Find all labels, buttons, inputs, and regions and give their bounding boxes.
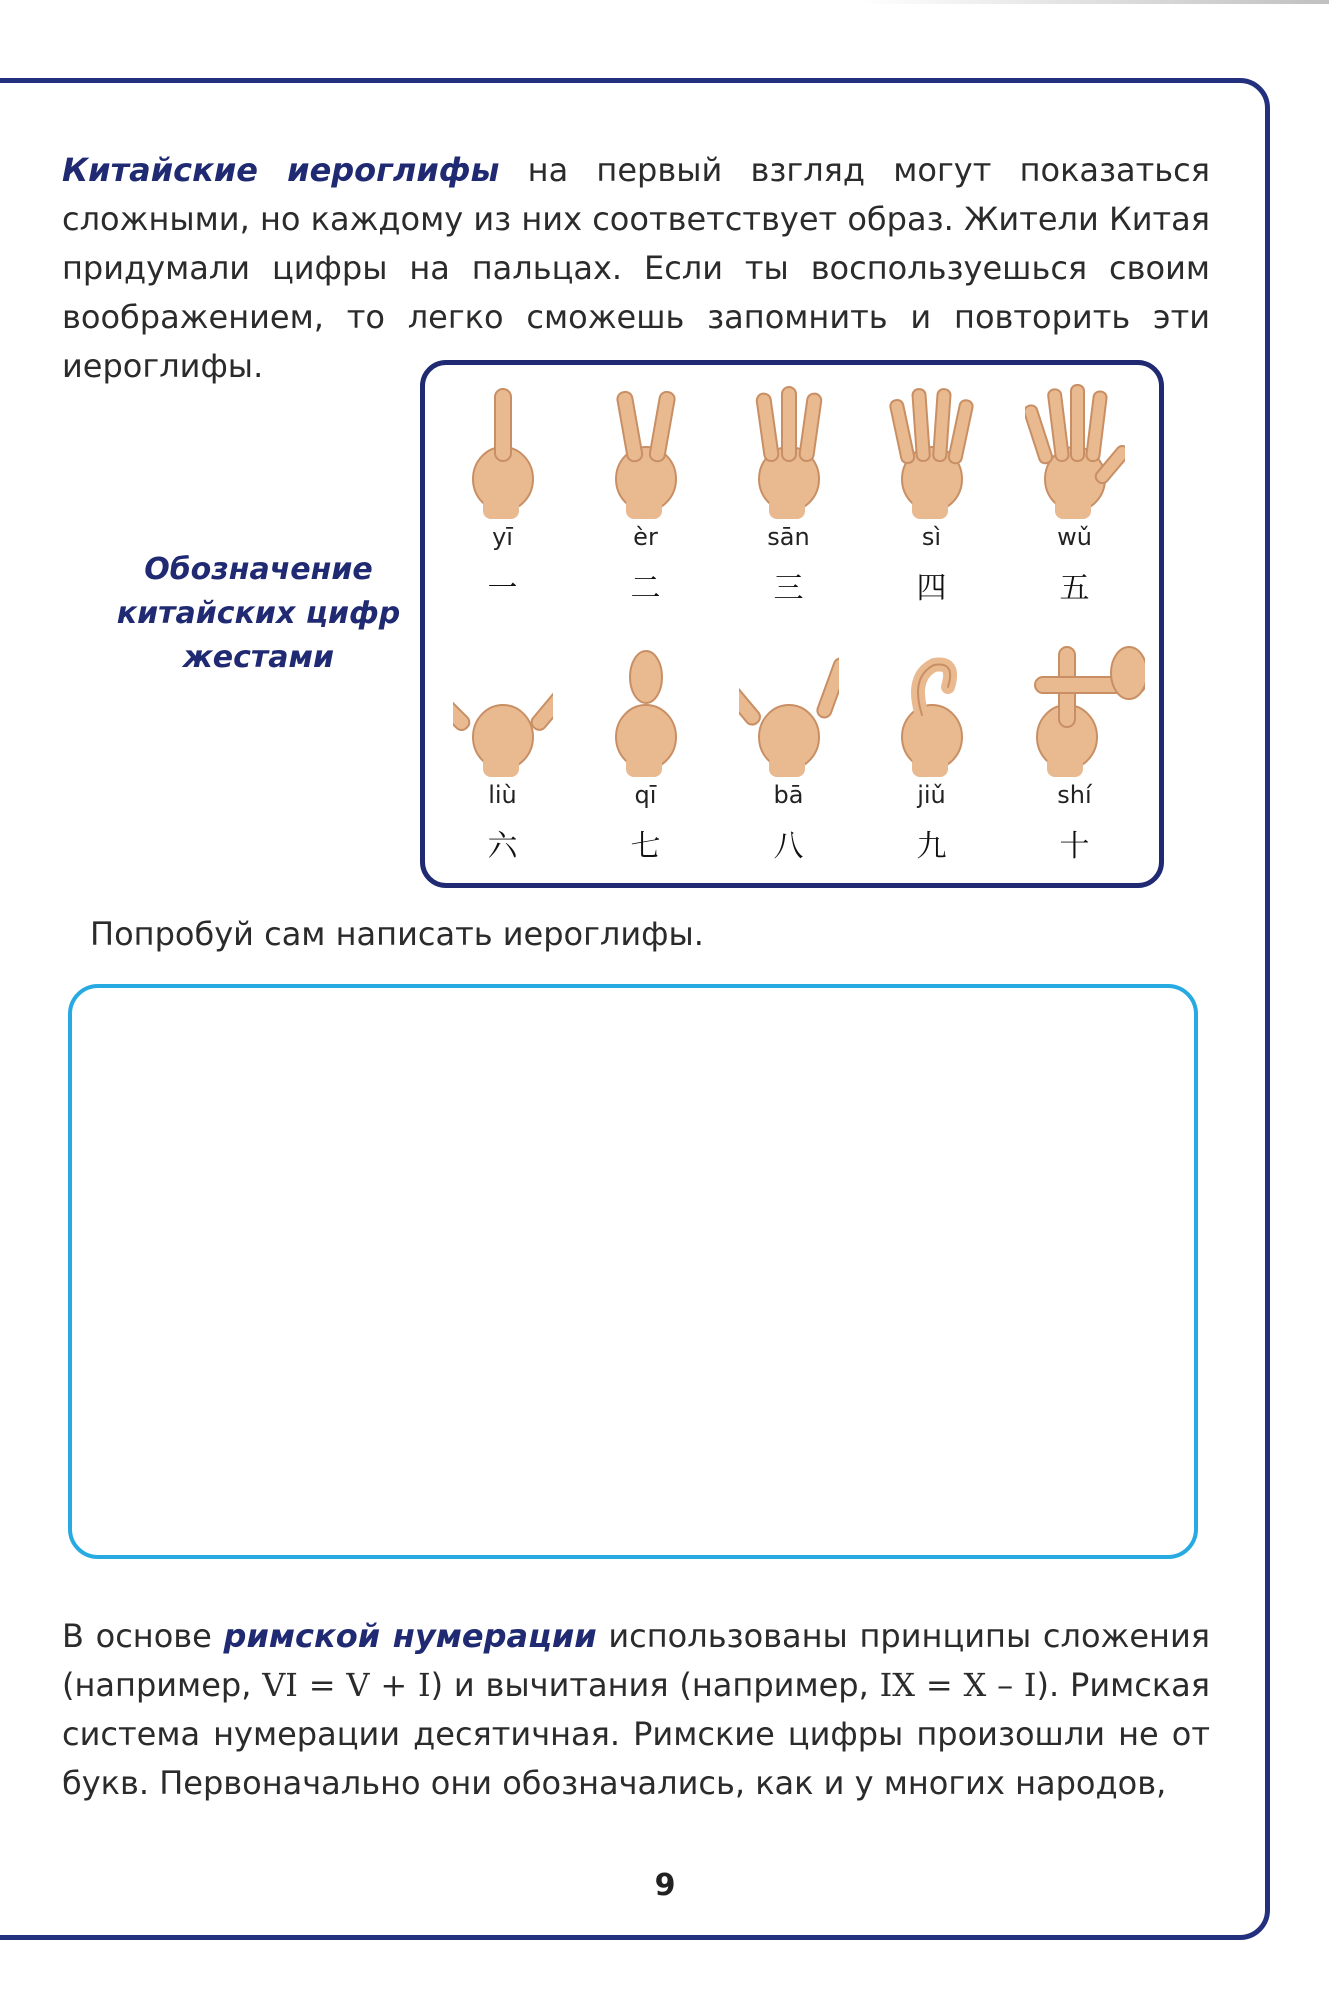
- gesture-cell: [717, 379, 860, 619]
- hanzi-label: 二: [630, 571, 661, 606]
- roman-text-middle-2: ) и вычитания (например,: [430, 1666, 880, 1704]
- gesture-panel: [420, 360, 1164, 888]
- hand-two-icon: [596, 379, 696, 519]
- hand-ten-icon: [1025, 637, 1145, 777]
- gesture-cell: [1003, 379, 1146, 619]
- caption-line-1: Обозначение: [144, 552, 373, 587]
- intro-paragraph: [62, 146, 1210, 391]
- hanzi-label: 三: [773, 571, 804, 606]
- pinyin-label: qī: [634, 781, 657, 809]
- pinyin-label: sì: [921, 523, 942, 551]
- hand-three-icon: [739, 379, 839, 519]
- gesture-cell: [1003, 637, 1146, 877]
- hand-one-icon: [453, 379, 553, 519]
- roman-emphasis: римской нумерации: [223, 1617, 597, 1655]
- pinyin-label: sān: [767, 523, 810, 551]
- writing-area[interactable]: [68, 984, 1198, 1559]
- gesture-cell: [717, 637, 860, 877]
- pinyin-label: liù: [488, 781, 517, 809]
- intro-text: на первый взгляд могут показаться сложными, но каждому из них соответствует образ. Жители Китая придумали цифры на пальцах. Если ты воспользуешься своим воображением, то легко сможешь запомнить и повторить эти иероглифы.: [62, 151, 1211, 385]
- hanzi-label: 八: [773, 829, 804, 864]
- page-edge-shadow: [860, 0, 1329, 4]
- gesture-cell: [860, 379, 1003, 619]
- gesture-cell: [574, 379, 717, 619]
- hand-eight-icon: [739, 637, 839, 777]
- pinyin-label: wǔ: [1057, 523, 1092, 551]
- caption-line-3: жестами: [182, 640, 335, 675]
- hanzi-label: 六: [487, 829, 518, 864]
- intro-emphasis: Китайские иероглифы: [62, 151, 500, 189]
- page-number: 9: [654, 1868, 676, 1903]
- hanzi-label: 四: [916, 571, 947, 606]
- pinyin-label: yī: [492, 523, 513, 551]
- hand-six-icon: [453, 637, 553, 777]
- gesture-caption: [96, 548, 421, 680]
- hanzi-label: 九: [916, 829, 947, 864]
- pinyin-label: jiǔ: [917, 781, 946, 809]
- roman-paragraph: [62, 1612, 1210, 1808]
- roman-text-after: ). Римская система нумерации десятичная. Римские цифры произошли не от букв. Первоначально они обозначались, как и у многих народов,: [62, 1666, 1211, 1802]
- hanzi-label: 十: [1059, 829, 1090, 864]
- caption-line-2: китайских цифр: [116, 596, 401, 631]
- hand-five-icon: [1025, 379, 1125, 519]
- gesture-cell: [431, 379, 574, 619]
- hand-seven-icon: [596, 637, 696, 777]
- roman-example-addition: VI = V + I: [262, 1666, 431, 1704]
- gesture-cell: [431, 637, 574, 877]
- writing-prompt: Попробуй сам написать иероглифы.: [90, 915, 704, 953]
- roman-example-subtraction: IX = X – I: [879, 1666, 1037, 1704]
- hand-four-icon: [882, 379, 982, 519]
- hanzi-label: 一: [487, 571, 518, 606]
- roman-text-middle-1: использованы принципы сложения (например,: [62, 1617, 1211, 1704]
- pinyin-label: èr: [633, 523, 658, 551]
- hanzi-label: 五: [1059, 571, 1090, 606]
- pinyin-label: bā: [773, 781, 804, 809]
- hand-nine-icon: [882, 637, 982, 777]
- hanzi-label: 七: [630, 829, 661, 864]
- gesture-cell: [574, 637, 717, 877]
- pinyin-label: shí: [1057, 781, 1092, 809]
- roman-text-before: В основе: [62, 1617, 224, 1655]
- gesture-cell: [860, 637, 1003, 877]
